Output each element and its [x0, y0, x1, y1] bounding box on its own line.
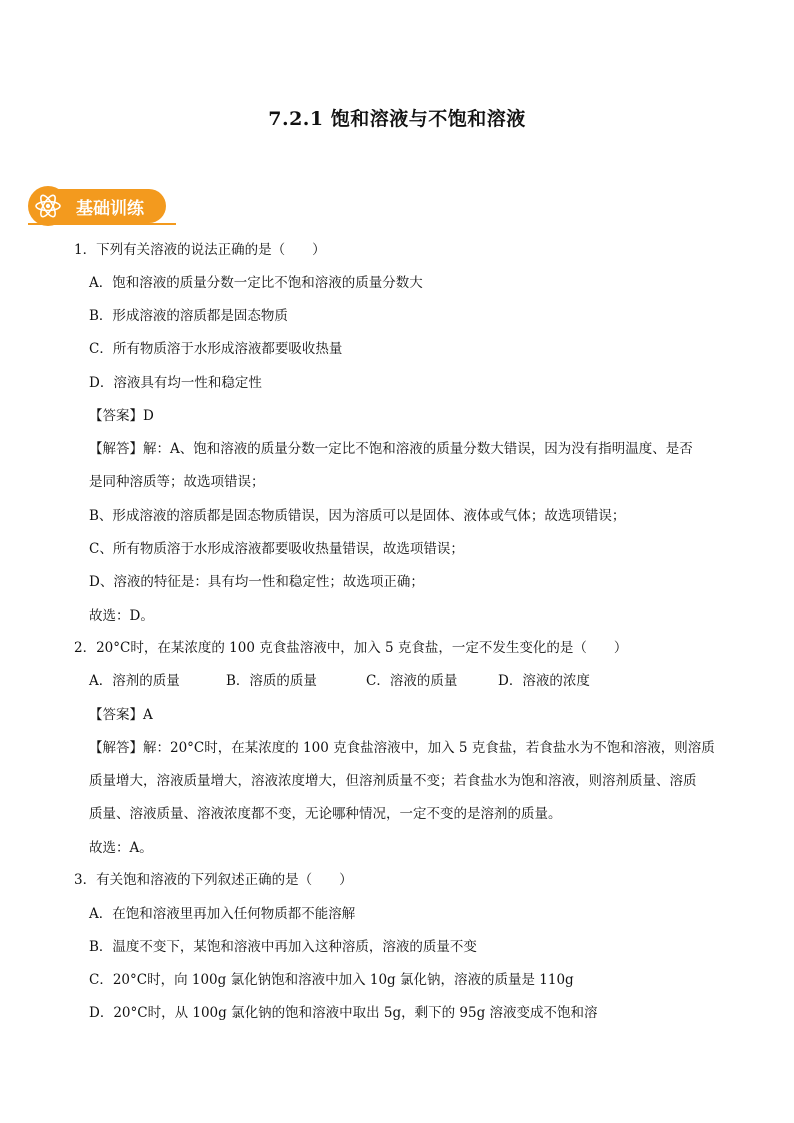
- question-2-analysis-line: 【解答】解：20°C时，在某浓度的 100 克食盐溶液中，加入 5 克食盐，若食盐水为不饱和溶液，则溶质: [89, 740, 715, 756]
- question-1-stem: 1．下列有关溶液的说法正确的是（ ）: [74, 242, 326, 258]
- question-1-analysis-line: C、所有物质溶于水形成溶液都要吸收热量错误，故选项错误；: [89, 541, 464, 557]
- question-3-option-a: A．在饱和溶液里再加入任何物质都不能溶解: [89, 906, 356, 922]
- question-2-conclusion: 故选：A。: [89, 840, 153, 856]
- question-2-analysis-line: 质量增大，溶液质量增大，溶液浓度增大，但溶剂质量不变；若食盐水为饱和溶液，则溶剂质量、溶质: [89, 773, 697, 789]
- question-3-stem: 3．有关饱和溶液的下列叙述正确的是（ ）: [74, 872, 353, 888]
- question-1-option-a: A．饱和溶液的质量分数一定比不饱和溶液的质量分数大: [89, 275, 423, 291]
- question-2-option-a: A．溶剂的质量: [89, 673, 180, 689]
- question-1-option-b: B．形成溶液的溶质都是固态物质: [89, 308, 288, 324]
- question-1-analysis-line: B、形成溶液的溶质都是固态物质错误，因为溶质可以是固体、液体或气体；故选项错误；: [89, 508, 626, 524]
- question-3-option-d: D．20°C时，从 100g 氯化钠的饱和溶液中取出 5g，剩下的 95g 溶液变成不饱和溶: [89, 1005, 598, 1021]
- question-1-answer: 【答案】D: [89, 408, 154, 424]
- section-label: 基础训练: [58, 189, 166, 223]
- question-2-option-d: D．溶液的浓度: [498, 673, 590, 689]
- question-2-option-c: C．溶液的质量: [366, 673, 458, 689]
- question-2-stem: 2．20°C时，在某浓度的 100 克食盐溶液中，加入 5 克食盐，一定不发生变化的是（ ）: [74, 640, 628, 656]
- question-2-answer: 【答案】A: [89, 707, 153, 723]
- question-1-analysis-line: 【解答】解：A、饱和溶液的质量分数一定比不饱和溶液的质量分数大错误，因为没有指明温度、是否: [89, 441, 693, 457]
- question-2-analysis-line: 质量、溶液质量、溶液浓度都不变，无论哪种情况，一定不变的是溶剂的质量。: [89, 806, 562, 822]
- question-1-analysis-line: D、溶液的特征是：具有均一性和稳定性；故选项正确；: [89, 574, 424, 590]
- question-3-option-c: C．20°C时，向 100g 氯化钠饱和溶液中加入 10g 氯化钠，溶液的质量是 110g: [89, 972, 574, 988]
- page-title: 7.2.1 饱和溶液与不饱和溶液: [268, 108, 526, 130]
- question-1-conclusion: 故选：D。: [89, 608, 154, 624]
- section-banner: [28, 186, 166, 226]
- question-3-option-b: B．温度不变下，某饱和溶液中再加入这种溶质，溶液的质量不变: [89, 939, 477, 955]
- question-1-option-c: C．所有物质溶于水形成溶液都要吸收热量: [89, 341, 343, 357]
- atom-icon: [28, 186, 68, 226]
- question-2-option-b: B．溶质的质量: [226, 673, 317, 689]
- question-2-options: [89, 669, 590, 689]
- question-1-option-d: D．溶液具有均一性和稳定性: [89, 375, 262, 391]
- question-1-analysis-line: 是同种溶质等；故选项错误；: [89, 474, 265, 490]
